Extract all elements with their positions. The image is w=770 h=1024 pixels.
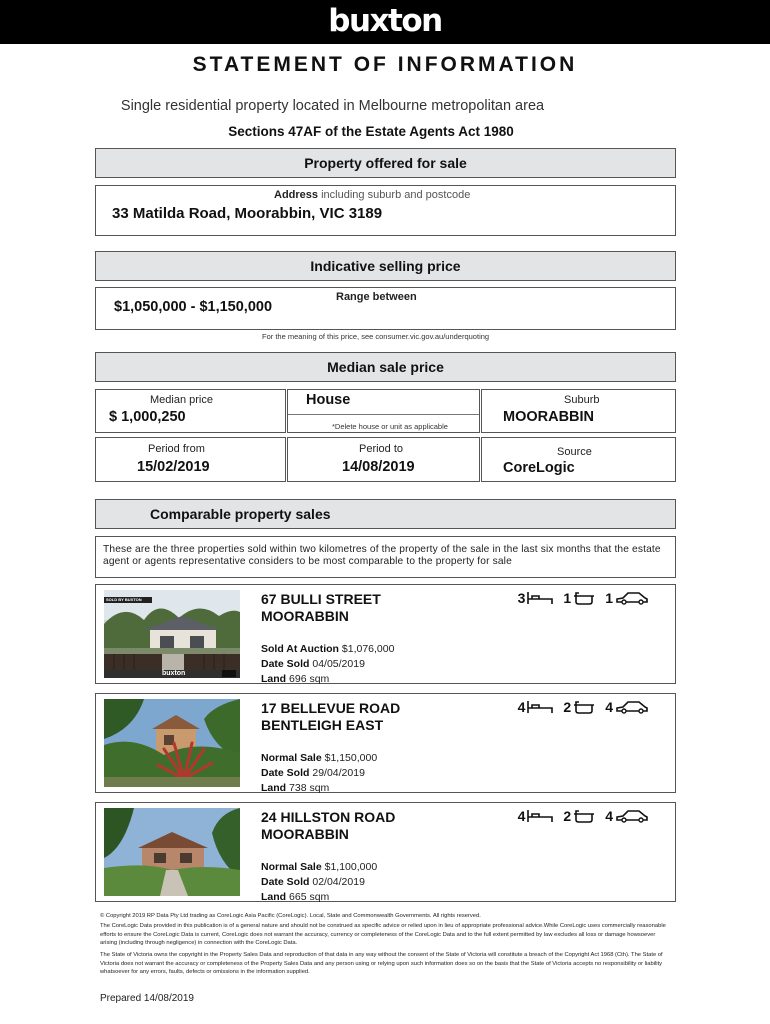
type-note: *Delete house or unit as applicable bbox=[332, 422, 448, 431]
property-photo-1 bbox=[104, 590, 240, 678]
period-from-value: 15/02/2019 bbox=[137, 459, 210, 475]
beds-count: 4 bbox=[517, 808, 526, 824]
page-subtitle: Single residential property located in Melbourne metropolitan area bbox=[120, 98, 545, 114]
buxton-logo: buxton bbox=[328, 3, 442, 39]
bed-icon bbox=[527, 700, 553, 714]
price-range: $1,050,000 - $1,150,000 bbox=[114, 299, 273, 315]
photo-banner: SOLD BY BUXTON bbox=[106, 597, 142, 602]
sale-price: $1,076,000 bbox=[341, 643, 395, 655]
sale-type: Normal Sale bbox=[261, 752, 322, 764]
date-label: Date Sold bbox=[261, 876, 310, 888]
car-icon bbox=[615, 700, 649, 714]
cars-count: 1 bbox=[605, 590, 613, 606]
median-price-value: 1,000,250 bbox=[121, 409, 186, 425]
bed-icon bbox=[527, 809, 553, 823]
land-label: Land bbox=[261, 673, 287, 685]
page-title: STATEMENT OF INFORMATION bbox=[192, 53, 578, 76]
feature-icons bbox=[518, 699, 657, 715]
median-price-currency: $ bbox=[109, 409, 118, 425]
baths-count: 2 bbox=[563, 699, 572, 715]
land-size: 665 sqm bbox=[289, 891, 330, 903]
car-icon bbox=[615, 809, 649, 823]
comparable-address bbox=[261, 809, 501, 843]
underquoting-note: For the meaning of this price, see consumer.vic.gov.au/underquoting bbox=[262, 332, 490, 341]
feature-icons bbox=[518, 590, 657, 606]
beds-count: 3 bbox=[517, 590, 526, 606]
date-sold: 04/05/2019 bbox=[312, 658, 365, 670]
median-price-label: Median price bbox=[150, 394, 213, 406]
cars-count: 4 bbox=[605, 808, 613, 824]
copyright-notice: © Copyright 2019 RP Data Pty Ltd trading as CoreLogic Asia Pacific (CoreLogic). Local, State and Commonwealth Governments. All rights reserved. bbox=[100, 913, 481, 919]
period-from-box bbox=[95, 437, 286, 482]
land-label: Land bbox=[261, 782, 287, 794]
median-price-box bbox=[95, 389, 286, 433]
address-line-2: BENTLEIGH EAST bbox=[261, 717, 384, 733]
address-hint: including suburb and postcode bbox=[321, 189, 471, 201]
feature-icons bbox=[518, 808, 657, 824]
comparable-sales-heading: Comparable property sales bbox=[95, 499, 676, 529]
property-offered-heading: Property offered for sale bbox=[95, 148, 676, 178]
bath-icon bbox=[573, 591, 595, 605]
property-type-box bbox=[287, 389, 480, 433]
indicative-price-heading: Indicative selling price bbox=[95, 251, 676, 281]
period-to-box bbox=[287, 437, 480, 482]
property-address: 33 Matilda Road, Moorabbin, VIC 3189 bbox=[112, 205, 383, 222]
prepared-date: Prepared 14/08/2019 bbox=[100, 993, 194, 1004]
address-line-2: MOORABBIN bbox=[261, 826, 349, 842]
comparables-intro-box bbox=[95, 536, 676, 578]
beds-count: 4 bbox=[517, 699, 526, 715]
source-label: Source bbox=[557, 446, 592, 458]
suburb-label: Suburb bbox=[564, 394, 600, 406]
baths-count: 2 bbox=[563, 808, 572, 824]
state-victoria-disclaimer: The State of Victoria owns the copyright in the Property Sales Data and reproduction of that data in any way without the consent of the State of Victoria will constitute a breach of the Copyright Act 1968 (Cth). The State of Victoria does not warrant the accuracy or completeness of the Property Sales Data and any person using or relying upon such information does so on the basis that the State of Victoria accepts no responsibility or liability whatsoever for any errors, faults, defects or omissions in the information supplied. bbox=[100, 952, 663, 975]
sale-details bbox=[261, 751, 377, 796]
address-line-1: 67 BULLI STREET bbox=[261, 591, 381, 607]
car-icon bbox=[615, 591, 649, 605]
cars-count: 4 bbox=[605, 699, 613, 715]
comparable-card-3[interactable] bbox=[95, 802, 676, 902]
address-line-1: 17 BELLEVUE ROAD bbox=[261, 700, 401, 716]
price-range-box bbox=[95, 287, 676, 330]
bed-icon bbox=[527, 591, 553, 605]
median-price-heading: Median sale price bbox=[95, 352, 676, 382]
property-photo-2 bbox=[104, 699, 240, 787]
bath-icon bbox=[573, 700, 595, 714]
source-value: CoreLogic bbox=[503, 460, 575, 476]
date-sold: 29/04/2019 bbox=[312, 767, 365, 779]
date-label: Date Sold bbox=[261, 658, 310, 670]
corelogic-disclaimer: The CoreLogic Data provided in this publication is of a general nature and should not be construed as specific advice or relied upon in lieu of appropriate professional advice.While CoreLogic uses commercially reasonable efforts to ensure the CoreLogic Data is current, CoreLogic does not warrant the accuracy, currency or completeness of the CoreLogic Data and to the full extent permitted by law excludes all loss or damage howsoever arising (including through negligence) in connection with the CoreLogic Data. bbox=[100, 923, 666, 946]
range-label: Range between bbox=[336, 291, 417, 303]
period-to-value: 14/08/2019 bbox=[342, 459, 415, 475]
comparable-card-1[interactable] bbox=[95, 584, 676, 684]
property-type: House bbox=[306, 392, 351, 408]
address-label-row bbox=[274, 189, 470, 201]
sale-type: Sold At Auction bbox=[261, 643, 339, 655]
source-box bbox=[481, 437, 676, 482]
suburb-box bbox=[481, 389, 676, 433]
period-to-label: Period to bbox=[359, 443, 404, 455]
date-sold: 02/04/2019 bbox=[312, 876, 365, 888]
act-reference: Sections 47AF of the Estate Agents Act 1980 bbox=[228, 124, 514, 139]
sale-details bbox=[261, 860, 377, 905]
date-label: Date Sold bbox=[261, 767, 310, 779]
address-box bbox=[95, 185, 676, 236]
land-size: 738 sqm bbox=[289, 782, 330, 794]
bath-icon bbox=[573, 809, 595, 823]
comparable-card-2[interactable] bbox=[95, 693, 676, 793]
sale-price: $1,100,000 bbox=[324, 861, 378, 873]
sale-details bbox=[261, 642, 394, 687]
property-photo-3 bbox=[104, 808, 240, 896]
suburb-value: MOORABBIN bbox=[503, 409, 595, 425]
land-label: Land bbox=[261, 891, 287, 903]
land-size: 696 sqm bbox=[289, 673, 330, 685]
photo-brand: buxton bbox=[162, 670, 186, 677]
sale-type: Normal Sale bbox=[261, 861, 322, 873]
comparable-address bbox=[261, 700, 501, 734]
address-label: Address bbox=[274, 189, 319, 201]
comparables-intro: These are the three properties sold within two kilometres of the property of the sale in the last six months that the estate agent or agents representative considers to be most comparable to the property for sale bbox=[103, 544, 661, 567]
address-line-2: MOORABBIN bbox=[261, 608, 349, 624]
period-from-label: Period from bbox=[148, 443, 205, 455]
baths-count: 1 bbox=[563, 590, 572, 606]
sale-price: $1,150,000 bbox=[324, 752, 378, 764]
address-line-1: 24 HILLSTON ROAD bbox=[261, 809, 396, 825]
comparable-address bbox=[261, 591, 501, 625]
